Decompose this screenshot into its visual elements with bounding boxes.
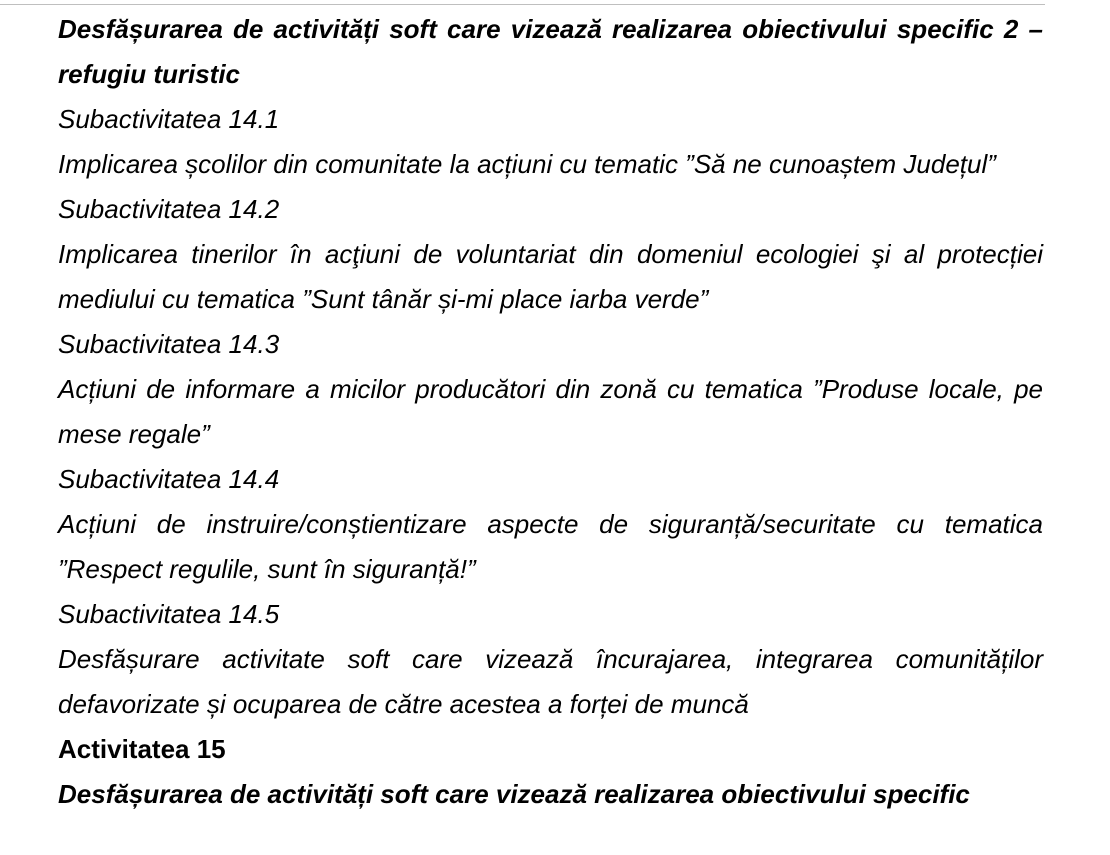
subactivity-label: Subactivitatea 14.3	[58, 329, 280, 359]
subactivity-label: Subactivitatea 14.1	[58, 104, 280, 134]
subactivity-label: Subactivitatea 14.2	[58, 194, 280, 224]
subactivity-text: Acțiuni de instruire/conștientizare aspecte de siguranță/securitate cu tematica ”Respect regulile, sunt în siguranță!”	[58, 509, 1043, 584]
subactivity-text: Implicarea școlilor din comunitate la acțiuni cu tematic ”Să ne cunoaștem Județul”	[58, 149, 996, 179]
top-divider	[0, 4, 1045, 5]
section-heading: Desfășurarea de activități soft care vizează realizarea obiectivului specific 2 – refugiu turistic	[58, 14, 1043, 89]
subactivity-text: Implicarea tinerilor în acţiuni de voluntariat din domeniul ecologiei şi al protecției mediului cu tematica ”Sunt tânăr și-mi place iarba verde”	[58, 239, 1043, 314]
activity-label: Activitatea 15	[58, 734, 226, 764]
section-heading-next: Desfășurarea de activități soft care vizează realizarea obiectivului specific	[58, 779, 970, 809]
document-body	[58, 7, 1043, 817]
subactivity-label: Subactivitatea 14.5	[58, 599, 280, 629]
subactivity-text: Desfășurare activitate soft care vizează încurajarea, integrarea comunităților defavorizate și ocuparea de către acestea a forței de muncă	[58, 644, 1043, 719]
subactivity-label: Subactivitatea 14.4	[58, 464, 280, 494]
subactivity-text: Acțiuni de informare a micilor producători din zonă cu tematica ”Produse locale, pe mese regale”	[58, 374, 1043, 449]
